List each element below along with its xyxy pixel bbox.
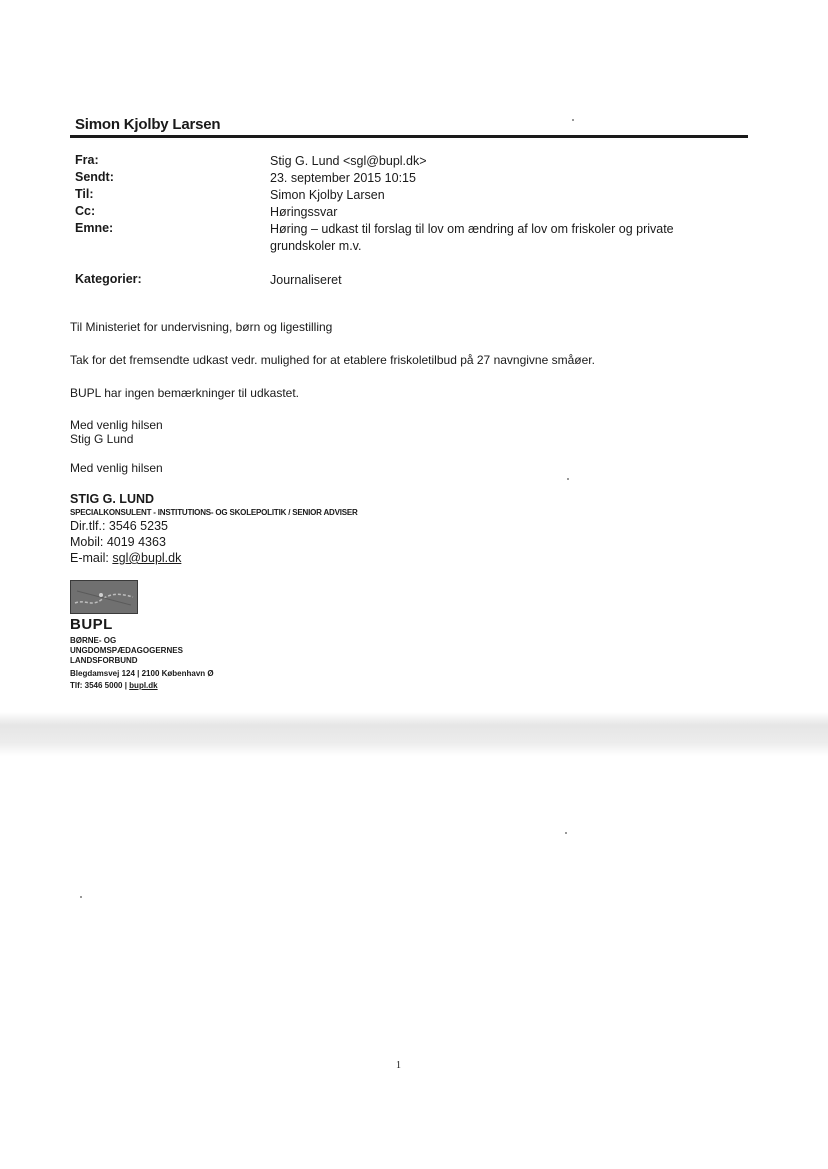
sent-label: Sendt: — [75, 170, 114, 184]
signature-name: STIG G. LUND — [70, 492, 155, 506]
closing-line-2: Med venlig hilsen — [70, 461, 163, 475]
org-line-1: BØRNE- OG — [70, 636, 117, 645]
org-phone-label: Tlf: 3546 5000 | — [70, 681, 130, 690]
sent-value: 23. september 2015 10:15 — [270, 171, 416, 185]
signature-email-label: E-mail: — [70, 551, 113, 565]
closing-line-1: Med venlig hilsen — [70, 418, 163, 432]
header-divider — [70, 135, 748, 138]
category-value: Journaliseret — [270, 273, 342, 287]
scan-artifact-band — [0, 712, 828, 756]
org-name: BUPL — [70, 616, 113, 633]
subject-value: Høring – udkast til forslag til lov om ændring af lov om friskoler og private grundskoler m.v. — [270, 222, 674, 253]
from-label: Fra: — [75, 153, 99, 167]
body-paragraph-1: Tak for det fremsendte udkast vedr. mulighed for at etablere friskoletilbud på 27 navngivne småøer. — [70, 353, 595, 367]
category-label: Kategorier: — [75, 272, 142, 286]
body-paragraph-2: BUPL har ingen bemærkninger til udkastet. — [70, 386, 300, 400]
from-value: Stig G. Lund <sgl@bupl.dk> — [270, 154, 427, 168]
signature-direct-phone: Dir.tlf.: 3546 5235 — [70, 519, 168, 533]
greeting-line: Til Ministeriet for undervisning, børn og ligestilling — [70, 320, 333, 334]
scan-speck — [565, 832, 567, 834]
subject-label: Emne: — [75, 221, 114, 235]
org-line-3: LANDSFORBUND — [70, 656, 138, 665]
org-address: Blegdamsvej 124 | 2100 København Ø — [70, 669, 214, 678]
bupl-logo-image — [70, 580, 138, 614]
cc-label: Cc: — [75, 204, 96, 218]
page-number: 1 — [396, 1060, 401, 1071]
signature-title: SPECIALKONSULENT - INSTITUTIONS- OG SKOLEPOLITIK / SENIOR ADVISER — [70, 508, 358, 517]
closing-name: Stig G Lund — [70, 432, 134, 446]
to-label: Til: — [75, 187, 94, 201]
scan-speck — [572, 119, 574, 121]
cc-value: Høringssvar — [270, 205, 338, 219]
scan-speck — [567, 478, 569, 480]
signature-email-row — [70, 550, 181, 566]
sender-header-name: Simon Kjolby Larsen — [75, 116, 221, 133]
signature-email-link[interactable]: sgl@bupl.dk — [112, 551, 182, 565]
org-phone-row — [70, 681, 158, 691]
org-website-link[interactable]: bupl.dk — [129, 681, 158, 690]
to-value: Simon Kjolby Larsen — [270, 188, 385, 202]
scan-speck — [80, 896, 82, 898]
signature-mobile: Mobil: 4019 4363 — [70, 535, 166, 549]
org-line-2: UNGDOMSPÆDAGOGERNES — [70, 646, 183, 655]
